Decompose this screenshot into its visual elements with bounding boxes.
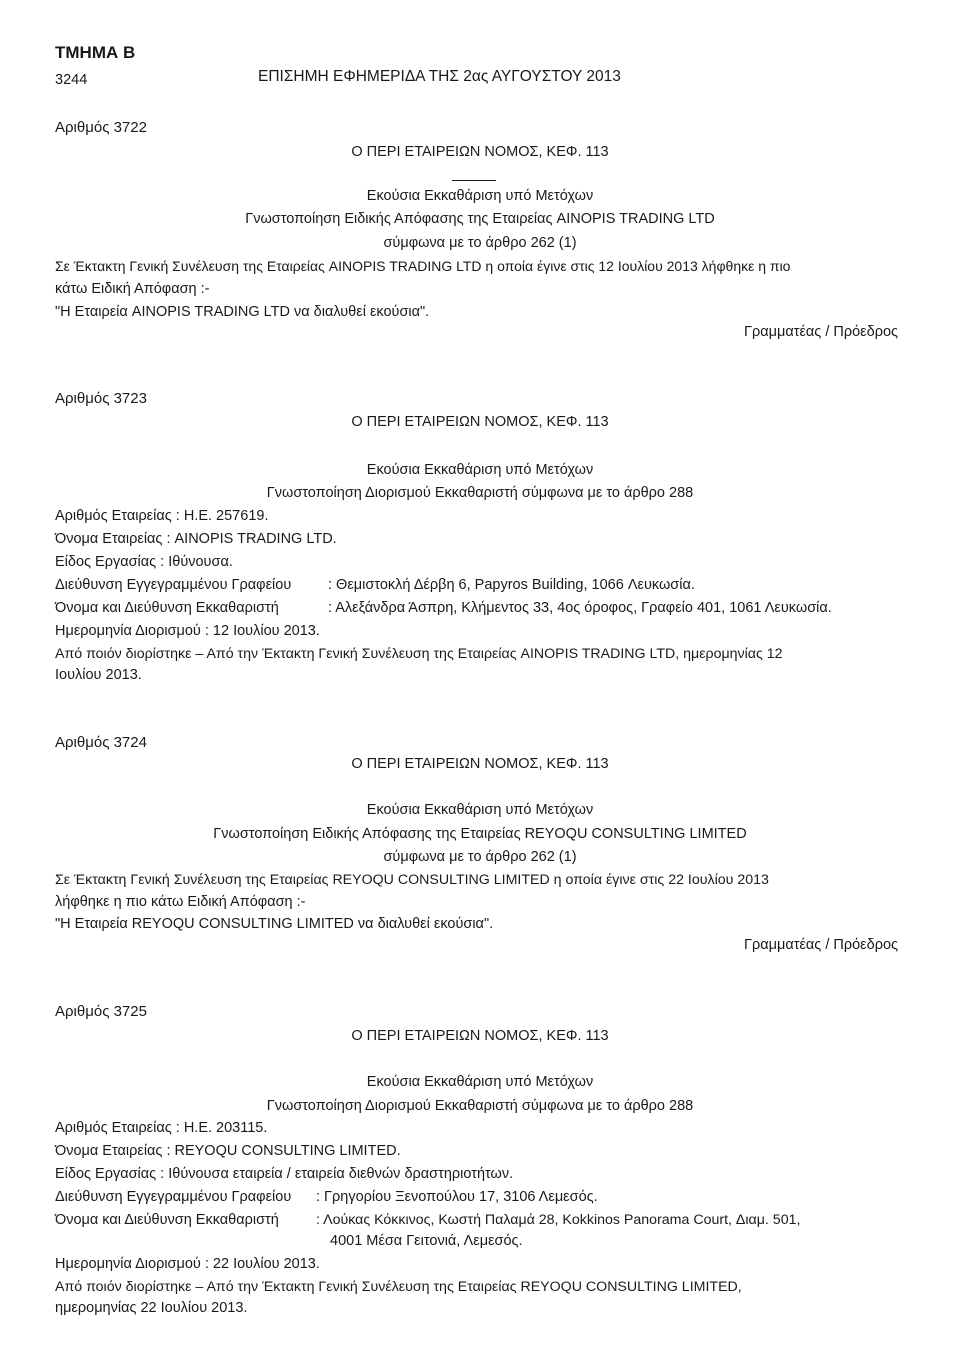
notice-number: Αριθμός 3724 xyxy=(55,734,147,751)
law-heading: Ο ΠΕΡΙ ΕΤΑΙΡΕΙΩΝ ΝΟΜΟΣ, ΚΕΦ. 113 xyxy=(351,756,609,772)
resolution-quote: "Η Εταιρεία AINOPIS TRADING LTD να διαλυθεί εκούσια". xyxy=(55,304,430,320)
notice-number: Αριθμός 3725 xyxy=(55,1003,147,1020)
office-address-value: : Θεμιστοκλή Δέρβη 6, Papyros Building, 1066 Λευκωσία. xyxy=(328,577,695,593)
subheading: σύμφωνα με το άρθρο 262 (1) xyxy=(383,849,577,865)
law-heading: Ο ΠΕΡΙ ΕΤΑΙΡΕΙΩΝ ΝΟΜΟΣ, ΚΕΦ. 113 xyxy=(351,144,609,160)
office-address-label: Διεύθυνση Εγγεγραμμένου Γραφείου xyxy=(55,1189,292,1205)
office-address-value: : Γρηγορίου Ξενοπούλου 17, 3106 Λεμεσός. xyxy=(316,1189,598,1205)
appointed-by: Από ποιόν διορίστηκε – Από την Έκτακτη Γενική Συνέλευση της Εταιρείας REYOQU CONSULTING LIMITED, xyxy=(55,1279,742,1295)
body-text: λήφθηκε η πιο κάτω Ειδική Απόφαση :- xyxy=(55,894,306,910)
body-text: Σε Έκτακτη Γενική Συνέλευση της Εταιρείας REYOQU CONSULTING LIMITED η οποία έγινε στις 22 Ιουλίου 2013 xyxy=(55,872,769,888)
subheading: Εκούσια Εκκαθάριση υπό Μετόχων xyxy=(366,188,594,204)
company-number: Αριθμός Εταιρείας : Η.Ε. 203115. xyxy=(55,1120,268,1136)
liquidator-label: Όνομα και Διεύθυνση Εκκαθαριστή xyxy=(55,600,279,616)
business-type: Είδος Εργασίας : Ιθύνουσα εταιρεία / εταιρεία διεθνών δραστηριοτήτων. xyxy=(55,1166,514,1182)
subheading: Γνωστοποίηση Διορισμού Εκκαθαριστή σύμφωνα με το άρθρο 288 xyxy=(266,485,694,501)
section-title: ΤΜΗΜΑ Β xyxy=(55,43,136,62)
subheading: Εκούσια Εκκαθάριση υπό Μετόχων xyxy=(366,802,594,818)
notice-number: Αριθμός 3722 xyxy=(55,119,147,136)
divider xyxy=(452,180,496,181)
subheading: Εκούσια Εκκαθάριση υπό Μετόχων xyxy=(366,462,594,478)
signature-line: Γραμματέας / Πρόεδρος xyxy=(744,324,898,340)
liquidator-value: : Λούκας Κόκκινος, Κωστή Παλαμά 28, Kokkinos Panorama Court, Διαμ. 501, xyxy=(316,1212,801,1228)
company-name: Όνομα Εταιρείας : AINOPIS TRADING LTD. xyxy=(55,531,337,547)
liquidator-value: 4001 Μέσα Γειτονιά, Λεμεσός. xyxy=(330,1233,523,1249)
liquidator-value: : Αλεξάνδρα Άσπρη, Κλήμεντος 33, 4ος όροφος, Γραφείο 401, 1061 Λευκωσία. xyxy=(328,600,832,616)
subheading: Γνωστοποίηση Ειδικής Απόφασης της Εταιρείας AINOPIS TRADING LTD xyxy=(245,211,715,227)
page-number: 3244 xyxy=(55,72,88,88)
subheading: Γνωστοποίηση Διορισμού Εκκαθαριστή σύμφωνα με το άρθρο 288 xyxy=(266,1098,694,1114)
appointed-by: ημερομηνίας 22 Ιουλίου 2013. xyxy=(55,1300,248,1316)
subheading: Γνωστοποίηση Ειδικής Απόφασης της Εταιρείας REYOQU CONSULTING LIMITED xyxy=(213,826,747,842)
law-heading: Ο ΠΕΡΙ ΕΤΑΙΡΕΙΩΝ ΝΟΜΟΣ, ΚΕΦ. 113 xyxy=(351,414,609,430)
resolution-quote: "Η Εταιρεία REYOQU CONSULTING LIMITED να διαλυθεί εκούσια". xyxy=(55,916,494,932)
business-type: Είδος Εργασίας : Ιθύνουσα. xyxy=(55,554,233,570)
law-heading: Ο ΠΕΡΙ ΕΤΑΙΡΕΙΩΝ ΝΟΜΟΣ, ΚΕΦ. 113 xyxy=(351,1028,609,1044)
appointed-by: Ιουλίου 2013. xyxy=(55,667,142,683)
office-address-label: Διεύθυνση Εγγεγραμμένου Γραφείου xyxy=(55,577,292,593)
notice-number: Αριθμός 3723 xyxy=(55,390,147,407)
body-text: Σε Έκτακτη Γενική Συνέλευση της Εταιρείας AINOPIS TRADING LTD η οποία έγινε στις 12 Ιουλίου 2013 λήφθηκε η πιο xyxy=(55,258,791,274)
appointed-by: Από ποιόν διορίστηκε – Από την Έκτακτη Γενική Συνέλευση της Εταιρείας AINOPIS TRADING LTD, ημερομηνίας 12 xyxy=(55,646,783,662)
subheading: σύμφωνα με το άρθρο 262 (1) xyxy=(383,235,577,251)
subheading: Εκούσια Εκκαθάριση υπό Μετόχων xyxy=(366,1074,594,1090)
signature-line: Γραμματέας / Πρόεδρος xyxy=(744,937,898,953)
body-text: κάτω Ειδική Απόφαση :- xyxy=(55,281,210,297)
appointment-date: Ημερομηνία Διορισμού : 22 Ιουλίου 2013. xyxy=(55,1256,320,1272)
company-name: Όνομα Εταιρείας : REYOQU CONSULTING LIMITED. xyxy=(55,1143,401,1159)
liquidator-label: Όνομα και Διεύθυνση Εκκαθαριστή xyxy=(55,1212,279,1228)
gazette-title: ΕΠΙΣΗΜΗ ΕΦΗΜΕΡΙΔΑ ΤΗΣ 2ας ΑΥΓΟΥΣΤΟΥ 2013 xyxy=(258,68,621,85)
company-number: Αριθμός Εταιρείας : Η.Ε. 257619. xyxy=(55,508,269,524)
appointment-date: Ημερομηνία Διορισμού : 12 Ιουλίου 2013. xyxy=(55,623,320,639)
